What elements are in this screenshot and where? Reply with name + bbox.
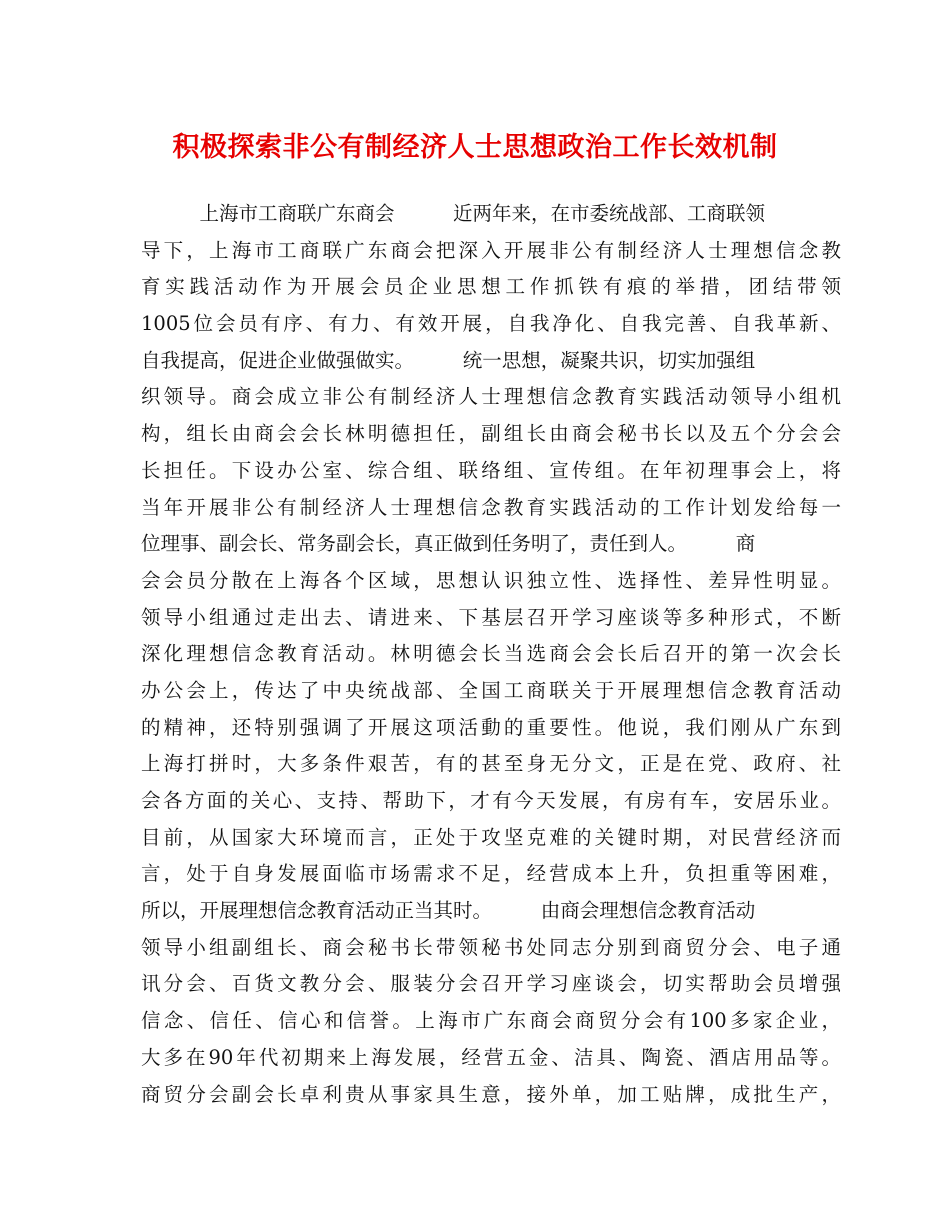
- body-line: 自我提高，促进企业做强做实。 统一思想，凝聚共识，切实加强组: [141, 348, 756, 372]
- body-line: 商贸分会副会长卓利贵从事家具生意，接外单，加工贴牌，成批生产，: [141, 1082, 841, 1106]
- body-line: 构，组长由商会会长林明德担任，副组长由商会秘书长以及五个分会会: [141, 422, 841, 446]
- body-line: 讯分会、百货文教分会、服装分会召开学习座谈会，切实帮助会员增强: [141, 972, 841, 996]
- document-body: [141, 196, 841, 1113]
- body-line: 织领导。商会成立非公有制经济人士理想信念教育实践活动领导小组机: [141, 385, 841, 409]
- body-line: 位理事、副会长、常务副会长，真正做到任务明了，责任到人。 商: [141, 532, 756, 556]
- body-line: 会会员分散在上海各个区域，思想认识独立性、选择性、差异性明显。: [141, 568, 841, 592]
- body-line: 领导小组副组长、商会秘书长带领秘书处同志分别到商贸分会、电子通: [141, 935, 841, 959]
- document-title: 积极探索非公有制经济人士思想政治工作长效机制: [172, 132, 778, 163]
- body-line: 当年开展非公有制经济人士理想信念教育实践活动的工作计划发给每一: [141, 495, 841, 519]
- body-line: 深化理想信念教育活动。林明德会长当选商会会长后召开的第一次会长: [141, 642, 841, 666]
- body-line: 办公会上，传达了中央统战部、全国工商联关于开展理想信念教育活动: [141, 678, 841, 702]
- body-line: 信念、信任、信心和信誉。上海市广东商会商贸分会有100多家企业，: [141, 1009, 841, 1033]
- body-line: 上海打拼时，大多条件艰苦，有的甚至身无分文，正是在党、政府、社: [141, 752, 841, 776]
- body-line: 长担任。下设办公室、综合组、联络组、宣传组。在年初理事会上，将: [141, 458, 841, 482]
- body-line: 上海市工商联广东商会 近两年来，在市委统战部、工商联领: [141, 202, 766, 225]
- body-line: 育实践活动作为开展会员企业思想工作抓铁有痕的举措，团结带领: [141, 275, 841, 299]
- body-line: 1005位会员有序、有力、有效开展，自我净化、自我完善、自我革新、: [141, 312, 841, 336]
- body-line: 大多在90年代初期来上海发展，经营五金、洁具、陶瓷、酒店用品等。: [141, 1045, 841, 1069]
- body-line: 导下，上海市工商联广东商会把深入开展非公有制经济人士理想信念教: [141, 238, 841, 262]
- body-line: 所以，开展理想信念教育活动正当其时。 由商会理想信念教育活动: [141, 899, 756, 923]
- body-line: 目前，从国家大环境而言，正处于攻坚克难的关键时期，对民营经济而: [141, 825, 841, 849]
- body-line: 的精神，还特别强调了开展这项活動的重要性。他说，我们刚从广东到: [141, 715, 841, 739]
- body-line: 言，处于自身发展面临市场需求不足，经营成本上升，负担重等困难，: [141, 862, 841, 886]
- body-line: 会各方面的关心、支持、帮助下，才有今天发展，有房有车，安居乐业。: [141, 789, 841, 812]
- body-line: 领导小组通过走出去、请进来、下基层召开学习座谈等多种形式，不断: [141, 605, 841, 629]
